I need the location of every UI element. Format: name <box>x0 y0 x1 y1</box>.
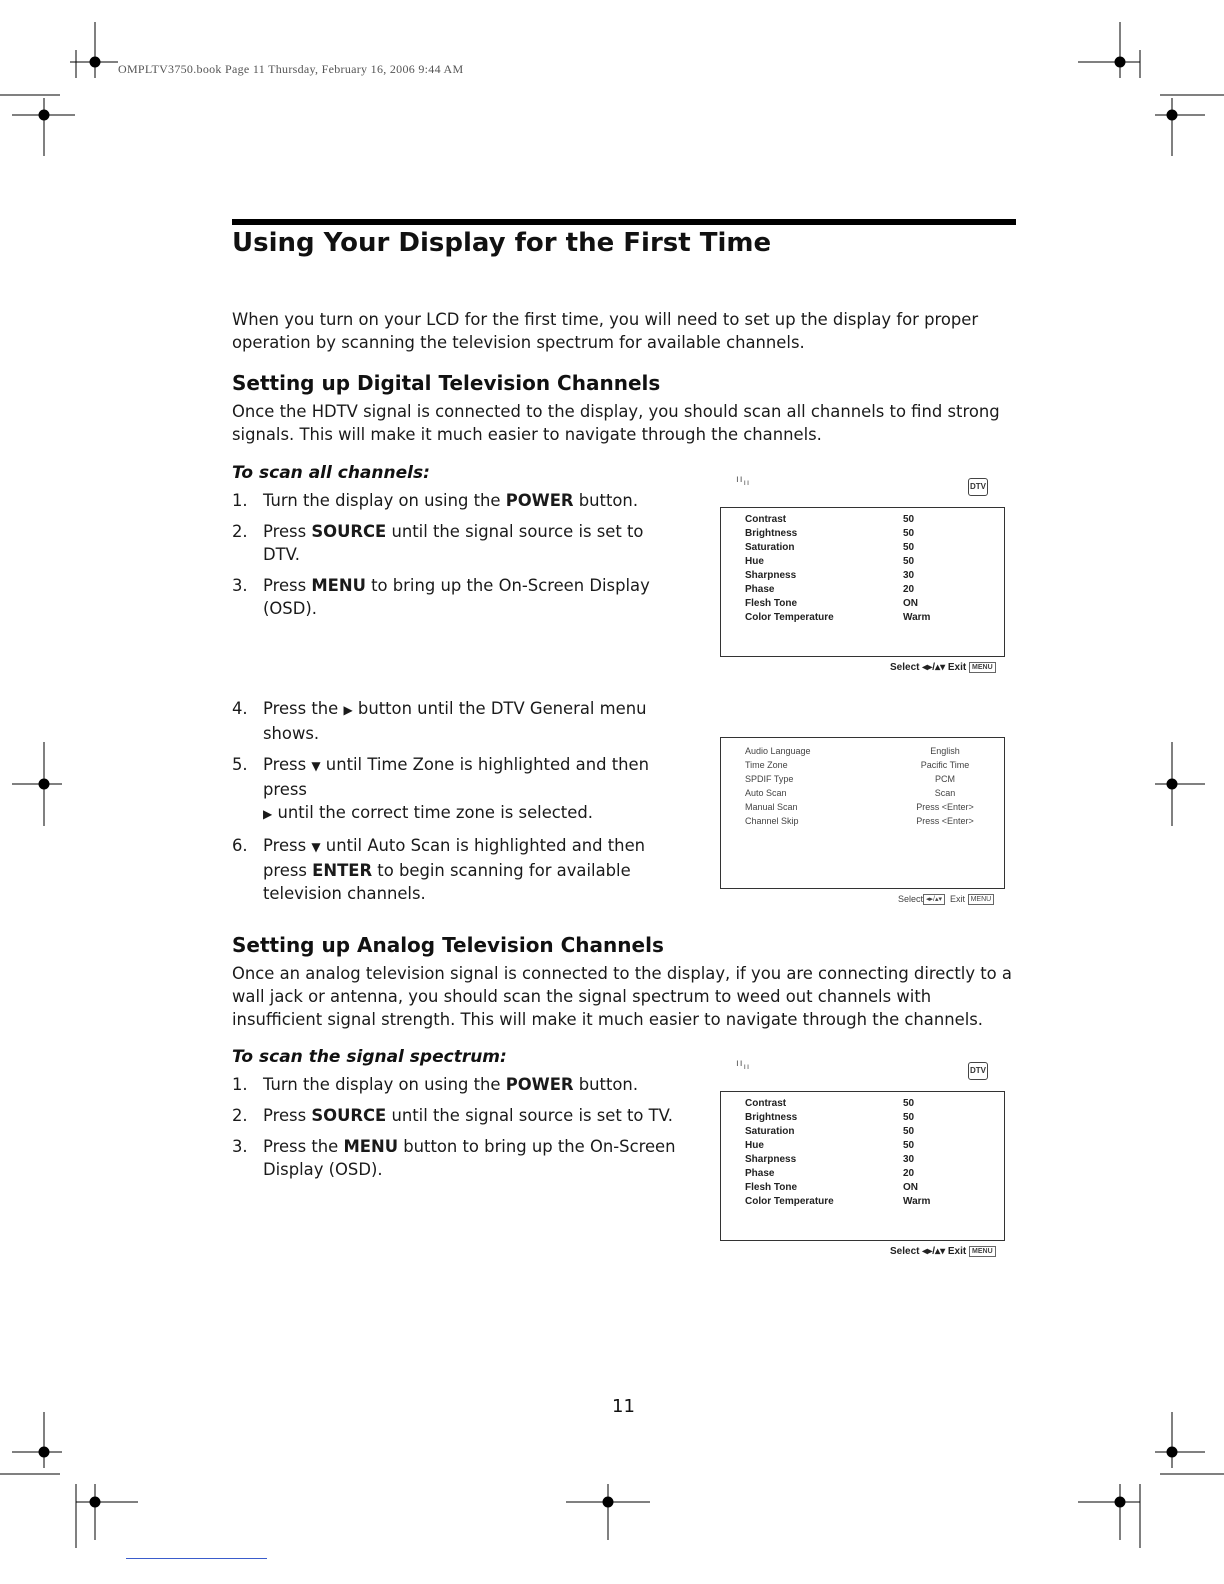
osd-row: Channel Skip Press <Enter> <box>745 816 974 826</box>
digital-steps-a <box>232 489 682 628</box>
osd-row: Audio Language English <box>745 746 960 756</box>
analog-body: Once an analog television signal is connected to the display, if you are connecting directly to a wall jack or antenna, you should scan the signal spectrum to weed out channels with insufficient signal strength. This will make it much easier to navigate through the channels. <box>232 964 1012 1029</box>
right-arrow-icon: ▶ <box>343 703 353 717</box>
print-header: OMPLTV3750.book Page 11 Thursday, February 16, 2006 9:44 AM <box>118 62 464 76</box>
step-item: 3. Press the MENU button to bring up the On-Screen Display (OSD). <box>232 1137 676 1179</box>
page-number: 11 <box>612 1396 635 1417</box>
step-item: 3. Press MENU to bring up the On-Screen Display (OSD). <box>232 576 650 618</box>
arrow-keys-icon: ◂▸/▴▾ <box>922 662 946 674</box>
osd-row: SPDIF Type PCM <box>745 774 955 784</box>
arrow-keys-icon: ◂▸/▴▾ <box>923 894 945 905</box>
osd-row: Time Zone Pacific Time <box>745 760 970 770</box>
osd-row: Contrast 50 <box>745 513 915 525</box>
osd-row: Color Temperature Warm <box>745 1195 931 1207</box>
signal-strength-icon: $ıı_{ıı}$ <box>736 1058 751 1071</box>
right-arrow-icon: ▶ <box>263 807 273 821</box>
osd-row: Saturation 50 <box>745 1125 915 1137</box>
step-item: 4. Press the ▶ button until the DTV General menu shows. <box>232 699 647 743</box>
step-item: 1. Turn the display on using the POWER button. <box>232 491 639 510</box>
bottom-link-underline <box>126 1558 267 1559</box>
intro-paragraph: When you turn on your LCD for the first time, you will need to set up the display for proper operation by scanning the television spectrum for available channels. <box>232 310 979 352</box>
osd-row: Hue 50 <box>745 1139 915 1151</box>
digital-body: Once the HDTV signal is connected to the display, you should scan all channels to find strong signals. This will make it much easier to navigate through the channels. <box>232 402 1000 444</box>
osd-row: Phase 20 <box>745 1167 915 1179</box>
osd-row: Color Temperature Warm <box>745 611 931 623</box>
signal-strength-icon: $ıı_{ıı}$ <box>736 474 751 487</box>
down-arrow-icon: ▼ <box>311 759 321 773</box>
dtv-source-icon: DTV <box>968 1062 988 1080</box>
osd-general-menu <box>720 737 1005 889</box>
osd-row: Flesh Tone ON <box>745 1181 918 1193</box>
osd-row: Flesh Tone ON <box>745 597 918 609</box>
digital-subheading: To scan all channels: <box>232 463 430 483</box>
digital-steps-b <box>232 697 692 913</box>
menu-key-icon: MENU <box>968 894 995 905</box>
osd-row: Sharpness 30 <box>745 1153 915 1165</box>
analog-steps <box>232 1073 682 1189</box>
osd-footer: Select ◂▸/▴▾ Exit MENU <box>890 662 996 673</box>
analog-subheading: To scan the signal spectrum: <box>232 1047 507 1067</box>
osd-row: Brightness 50 <box>745 527 915 539</box>
analog-heading: Setting up Analog Television Channels <box>232 933 664 957</box>
osd-footer: Select ◂▸/▴▾ Exit MENU <box>890 1246 996 1257</box>
digital-heading: Setting up Digital Television Channels <box>232 371 661 395</box>
osd-row: Auto Scan Scan <box>745 788 956 798</box>
step-item: 1. Turn the display on using the POWER button. <box>232 1075 639 1094</box>
osd-picture-menu-analog <box>720 1091 1005 1241</box>
title-rule <box>232 219 1016 225</box>
step-item: 5. Press ▼ until Time Zone is highlighted and then press ▶ until the correct time zone is selected. <box>232 755 649 822</box>
osd-row: Phase 20 <box>745 583 915 595</box>
osd-footer: Select ◂▸/▴▾ Exit MENU <box>898 894 994 905</box>
dtv-source-icon: DTV <box>968 478 988 496</box>
osd-picture-menu <box>720 507 1005 657</box>
page-title: Using Your Display for the First Time <box>232 228 772 258</box>
step-item: 2. Press SOURCE until the signal source is set to DTV. <box>232 522 644 564</box>
osd-row: Manual Scan Press <Enter> <box>745 802 974 812</box>
step-item: 6. Press ▼ until Auto Scan is highlighted and then press ENTER to begin scanning for available television channels. <box>232 836 646 903</box>
down-arrow-icon: ▼ <box>311 840 321 854</box>
osd-row: Saturation 50 <box>745 541 915 553</box>
osd-row: Brightness 50 <box>745 1111 915 1123</box>
menu-key-icon: MENU <box>969 662 996 673</box>
menu-key-icon: MENU <box>969 1246 996 1257</box>
osd-row: Contrast 50 <box>745 1097 915 1109</box>
osd-row: Sharpness 30 <box>745 569 915 581</box>
osd-row: Hue 50 <box>745 555 915 567</box>
step-item: 2. Press SOURCE until the signal source is set to TV. <box>232 1106 673 1125</box>
arrow-keys-icon: ◂▸/▴▾ <box>922 1246 946 1258</box>
